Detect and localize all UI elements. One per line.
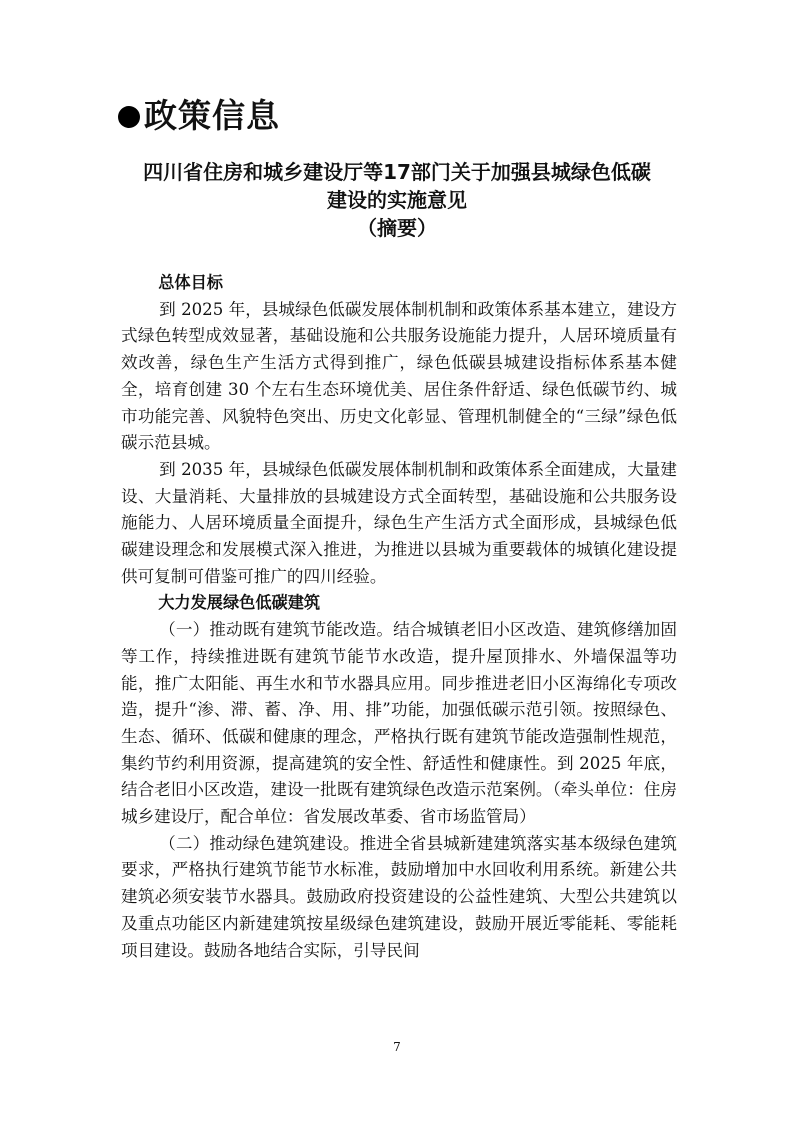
subheading-overall-goal: 总体目标: [158, 273, 223, 292]
page-number: 7: [393, 1040, 401, 1054]
paragraph: （一）推动既有建筑节能改造。结合城镇老旧小区改造、建筑修缮加固等工作，持续推进既有建筑节能节水改造，提升屋顶排水、外墙保温等功能，推广太阳能、再生水和节水器具应用。同步推进老旧小区海绵化专项改造，提升“渗、滞、蓄、净、用、排”功能，加强低碳示范引领。按照绿色、生态、循环、低碳和健康的理念，严格执行既有建筑节能改造强制性规范，集约节约利用资源，提高建筑的安全性、舒适性和健康性。到 2025 年底，结合老旧小区改造，建设一批既有建筑绿色改造示范案例。（牵头单位：住房城乡建设厅，配合单位：省发展改革委、省市场监管局）: [121, 620, 677, 827]
title-line-2: 建设的实施意见: [327, 188, 467, 212]
paragraph: （二）推动绿色建筑建设。推进全省县城新建建筑落实基本级绿色建筑要求，严格执行建筑节能节水标准，鼓励增加中水回收利用系统。新建公共建筑必须安装节水器具。鼓励政府投资建设的公益性建筑、大型公共建筑以及重点功能区内新建建筑按星级绿色建筑建设，鼓励开展近零能耗、零能耗项目建设。鼓励各地结合实际，引导民间: [121, 833, 677, 960]
title-line-3: （摘要）: [357, 216, 437, 240]
document-title: [100, 158, 694, 242]
section-heading: [118, 92, 280, 140]
title-line-1: 四川省住房和城乡建设厅等17部门关于加强县城绿色低碳: [143, 160, 651, 184]
paragraph: 到 2035 年，县城绿色低碳发展体制机制和政策体系全面建成，大量建设、大量消耗、大量排放的县城建设方式全面转型，基础设施和公共服务设施能力、人居环境质量全面提升，绿色生产生活方式全面形成，县城绿色低碳建设理念和发展模式深入推进，为推进以县城为重要载体的城镇化建设提供可复制可借鉴可推广的四川经验。: [121, 459, 677, 586]
bullet-icon: [118, 106, 140, 128]
paragraph: 到 2025 年，县城绿色低碳发展体制机制和政策体系基本建立，建设方式绿色转型成效显著，基础设施和公共服务设施能力提升，人居环境质量有效改善，绿色生产生活方式得到推广，绿色低碳县城建设指标体系基本健全，培育创建 30 个左右生态环境优美、居住条件舒适、绿色低碳节约、城市功能完善、风貌特色突出、历史文化彰显、管理机制健全的“三绿”绿色低碳示范县城。: [121, 299, 677, 453]
subheading-green-building: 大力发展绿色低碳建筑: [158, 593, 321, 613]
document-body: [121, 270, 677, 964]
section-heading-text: 政策信息: [144, 96, 280, 135]
